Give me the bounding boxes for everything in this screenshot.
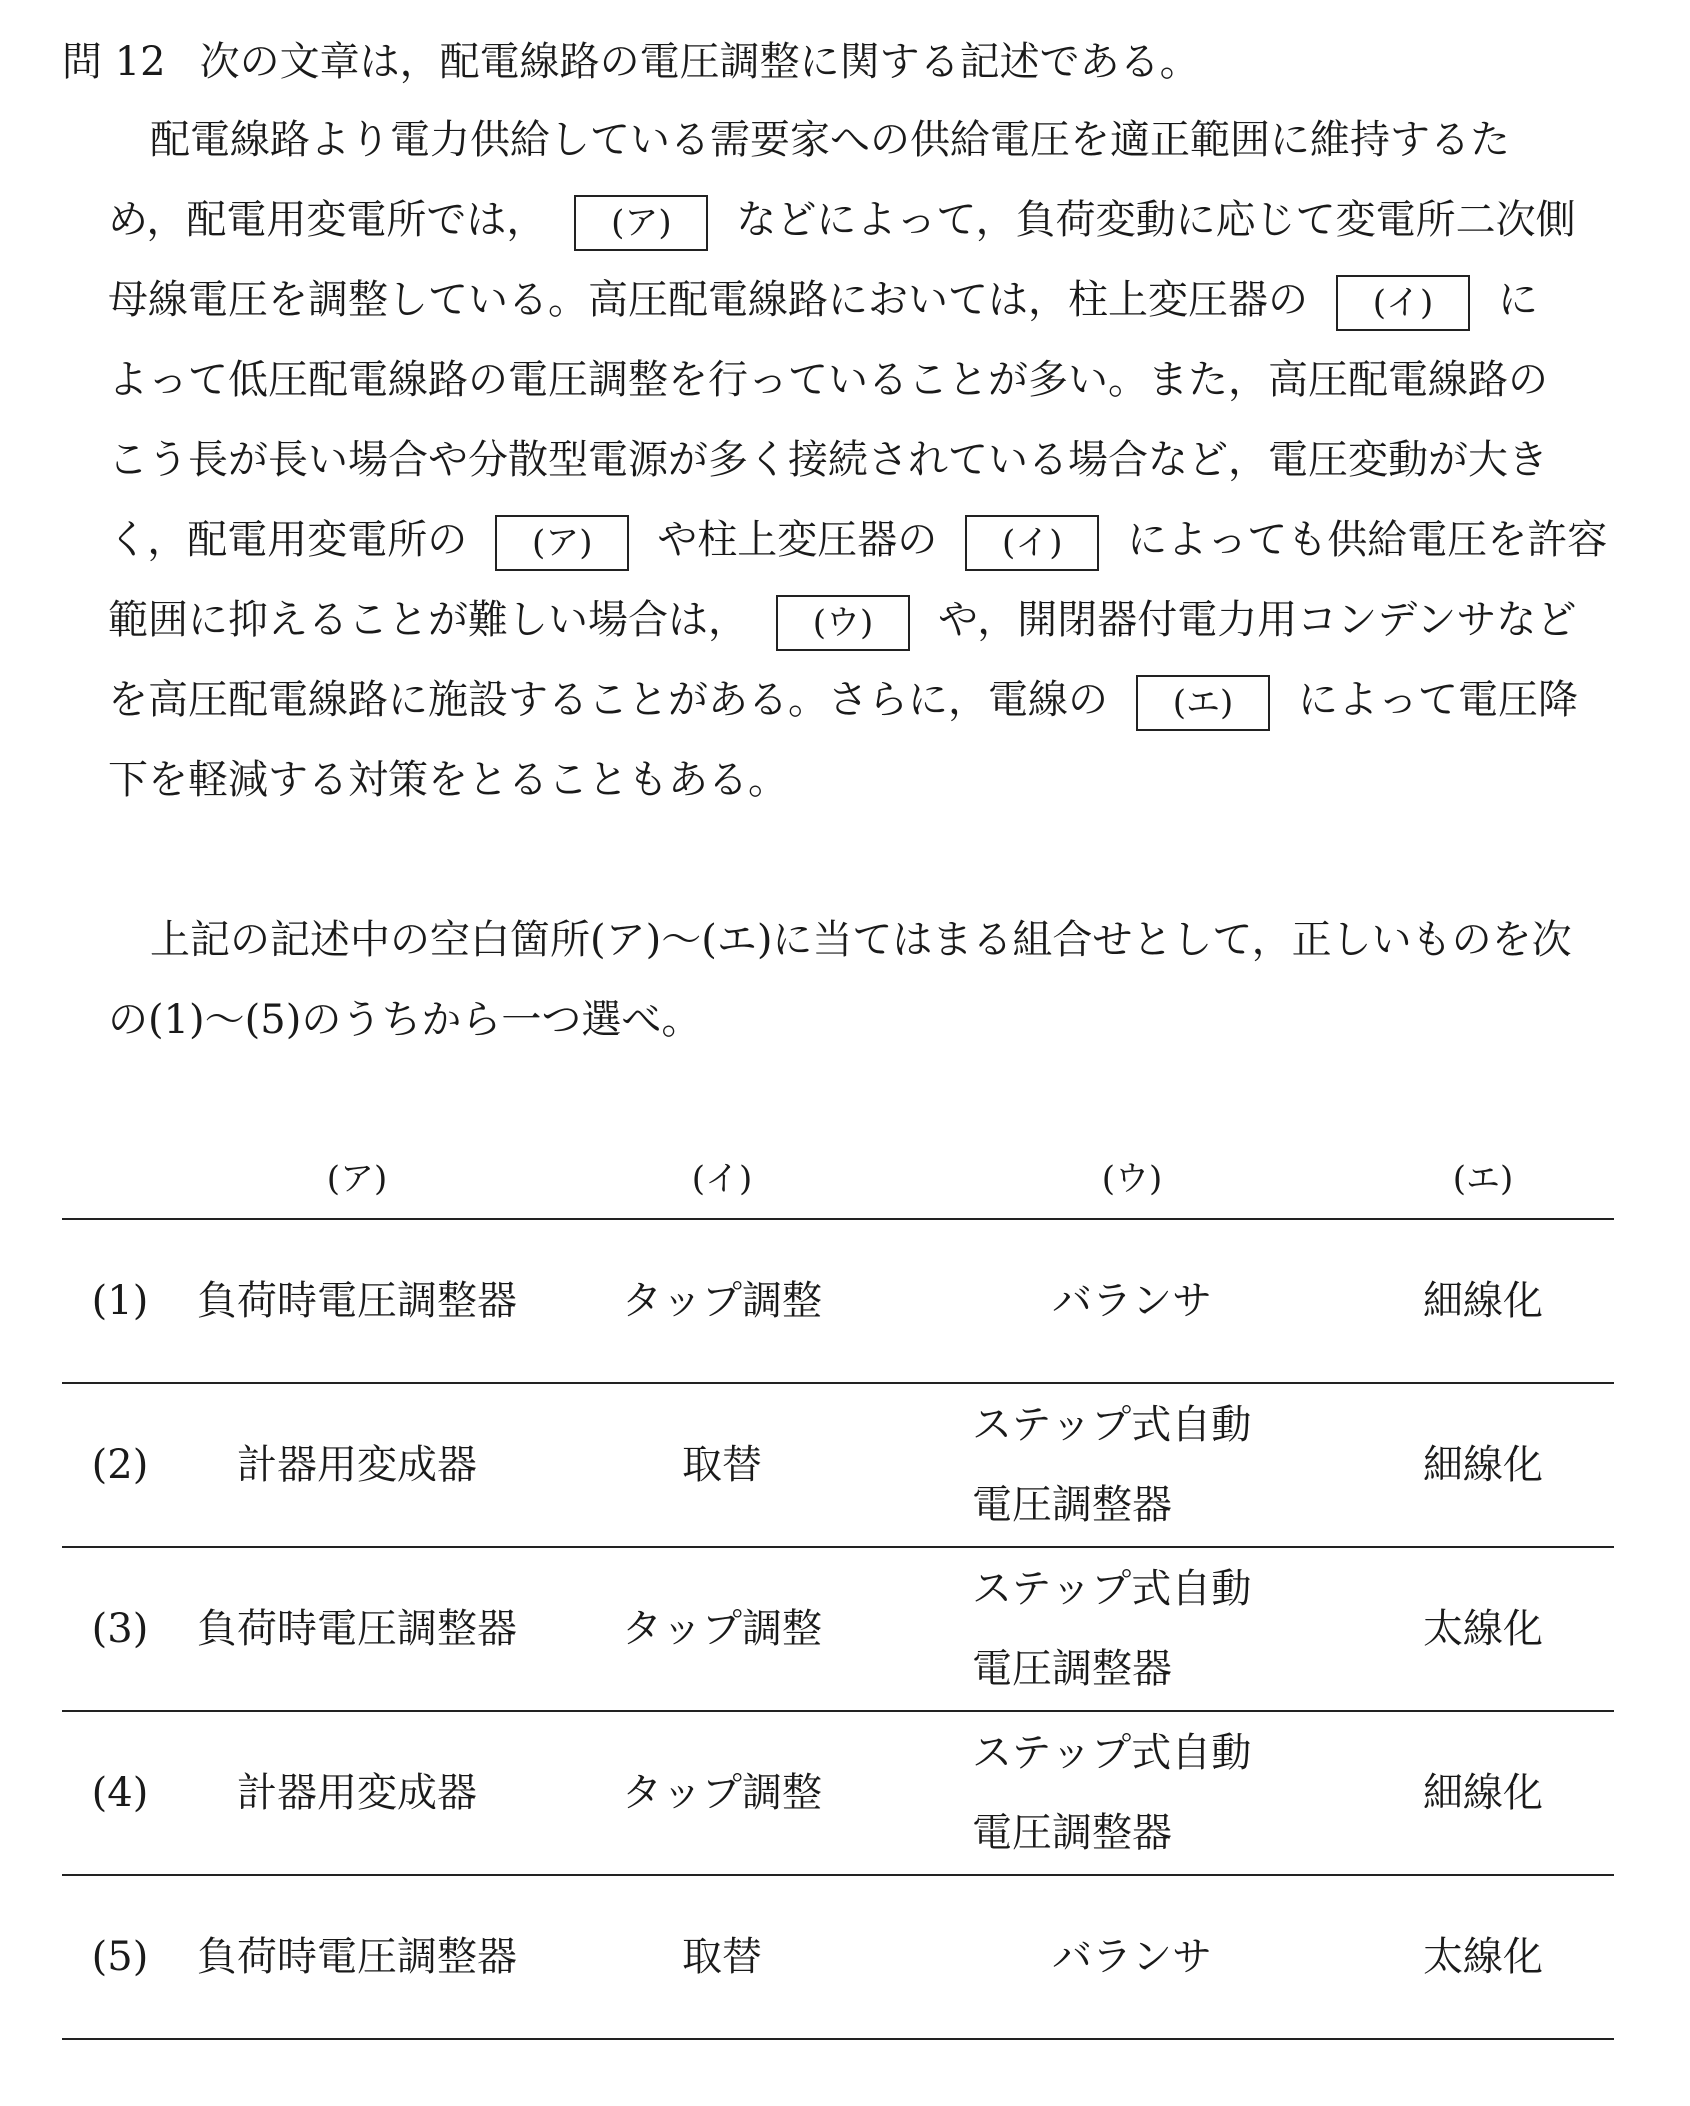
instruction-text: 上記の記述中の空白箇所(ア)～(エ)に当てはまる組合せとして，正しいものを次: [150, 917, 1572, 963]
cell-i: タップ調整: [622, 1770, 822, 1816]
choice-row-2[interactable]: [62, 1382, 1614, 1546]
passage-text: く，配電用変電所の: [108, 517, 468, 563]
header-e: (エ): [1452, 1159, 1514, 1199]
passage-line: [108, 740, 1648, 820]
question-number: 問 12: [62, 39, 166, 85]
choice-row-4[interactable]: [62, 1710, 1614, 1874]
answer-table: [62, 1140, 1614, 2040]
blank-a: (ア): [495, 515, 629, 571]
choice-row-1[interactable]: [62, 1218, 1614, 1382]
cell-a: 負荷時電圧調整器: [197, 1934, 517, 1980]
cell-a: 計器用変成器: [237, 1442, 477, 1488]
instruction-line: [108, 980, 1648, 1060]
passage-line: [108, 500, 1648, 580]
passage-text: によっても供給電圧を許容: [1127, 517, 1608, 563]
passage-text: 配電線路より電力供給している需要家への供給電圧を適正範囲に維持するた: [150, 117, 1510, 163]
passage-line: [108, 180, 1648, 260]
cell-u-line1: ステップ式自動: [972, 1402, 1252, 1448]
cell-u: [932, 1384, 1332, 1546]
choice-number: (3): [91, 1606, 149, 1652]
passage-line: [108, 660, 1648, 740]
cell-e: 太線化: [1423, 1934, 1543, 1980]
cell-e: 細線化: [1423, 1442, 1543, 1488]
passage-text: こう長が長い場合や分散型電源が多く接続されている場合など，電圧変動が大き: [108, 437, 1548, 483]
passage-line: [108, 100, 1648, 180]
table-header: [62, 1140, 1614, 1218]
passage-text: などによって，負荷変動に応じて変電所二次側: [736, 197, 1576, 243]
question-heading: [62, 30, 1200, 94]
blank-e: (エ): [1136, 675, 1270, 731]
choice-number: (4): [91, 1770, 149, 1816]
passage-text: 下を軽減する対策をとることもある。: [108, 757, 788, 803]
cell-e: 細線化: [1423, 1770, 1543, 1816]
passage-text: や，開閉器付電力用コンデンサなど: [938, 597, 1577, 643]
blank-a: (ア): [574, 195, 708, 251]
passage-text: 母線電圧を調整している。高圧配電線路においては，柱上変圧器の: [108, 277, 1308, 323]
instruction: [108, 900, 1648, 1060]
passage-text: を高圧配電線路に施設することがある。さらに，電線の: [108, 677, 1108, 723]
header-i: (イ): [691, 1159, 753, 1199]
cell-i: 取替: [682, 1934, 762, 1980]
passage-text: に: [1498, 277, 1538, 323]
header-a: (ア): [326, 1159, 388, 1199]
cell-u-line2: 電圧調整器: [972, 1810, 1172, 1856]
blank-u: (ウ): [776, 595, 910, 651]
cell-a: 負荷時電圧調整器: [197, 1278, 517, 1324]
header-u: (ウ): [1101, 1159, 1163, 1199]
choice-number: (5): [91, 1934, 149, 1980]
passage-text: め，配電用変電所では，: [108, 197, 547, 243]
choice-number: (1): [91, 1278, 149, 1324]
cell-a: 計器用変成器: [237, 1770, 477, 1816]
passage-line: [108, 420, 1648, 500]
passage-line: [108, 340, 1648, 420]
cell-u: [932, 1712, 1332, 1874]
choice-row-3[interactable]: [62, 1546, 1614, 1710]
passage-text: 範囲に抑えることが難しい場合は，: [108, 597, 748, 643]
choice-row-5[interactable]: [62, 1874, 1614, 2040]
passage-line: [108, 580, 1648, 660]
blank-i: (イ): [1336, 275, 1470, 331]
cell-u-line1: ステップ式自動: [972, 1566, 1252, 1612]
cell-e: 太線化: [1423, 1606, 1543, 1652]
cell-u: バランサ: [1052, 1934, 1212, 1980]
cell-u-line2: 電圧調整器: [972, 1646, 1172, 1692]
cell-u: [932, 1548, 1332, 1710]
passage: [108, 100, 1648, 820]
cell-i: 取替: [682, 1442, 762, 1488]
passage-text: よって低圧配電線路の電圧調整を行っていることが多い。また，高圧配電線路の: [108, 357, 1548, 403]
passage-text: によって電圧降: [1298, 677, 1578, 723]
blank-i: (イ): [965, 515, 1099, 571]
choice-number: (2): [91, 1442, 149, 1488]
cell-u: バランサ: [1052, 1278, 1212, 1324]
instruction-line: [108, 900, 1648, 980]
cell-e: 細線化: [1423, 1278, 1543, 1324]
cell-a: 負荷時電圧調整器: [197, 1606, 517, 1652]
passage-line: [108, 260, 1648, 340]
question-title: 次の文章は，配電線路の電圧調整に関する記述である。: [199, 39, 1200, 85]
passage-text: や柱上変圧器の: [657, 517, 938, 563]
cell-i: タップ調整: [622, 1278, 822, 1324]
cell-u-line2: 電圧調整器: [972, 1482, 1172, 1528]
cell-u-line1: ステップ式自動: [972, 1730, 1252, 1776]
cell-i: タップ調整: [622, 1606, 822, 1652]
instruction-text: の(1)～(5)のうちから一つ選べ。: [108, 997, 702, 1043]
